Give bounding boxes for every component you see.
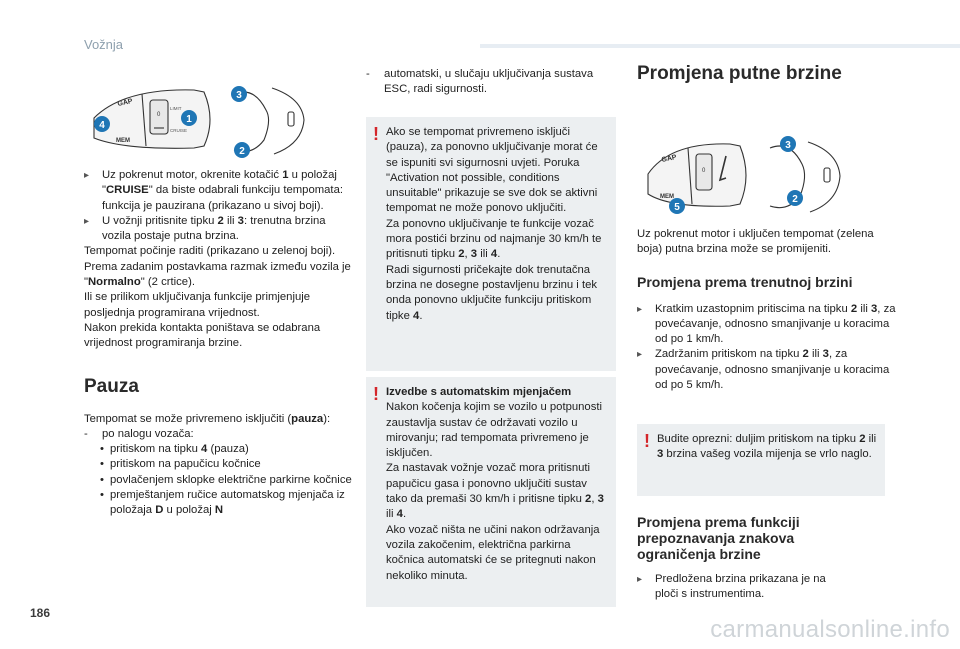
column-right-bottom (637, 514, 847, 603)
lever-illustration (84, 80, 334, 160)
callout-4 (94, 116, 110, 132)
warning-icon: ! (373, 384, 379, 404)
mem-label: MEM (116, 138, 130, 144)
dash-item: - po nalogu vozača: (84, 427, 194, 440)
svg-text:2: 2 (792, 194, 798, 205)
warning-title: Izvedbe s automatskim mjenjačem (386, 386, 572, 398)
instruction-item: ▸ Predložena brzina prikazana je na ploči s instrumentima. (637, 573, 826, 601)
cruise-lever-figure-2 (640, 132, 860, 220)
sub-item: • premještanjem ručice automatskog mjenjača iz položaja D u položaj N (100, 489, 345, 517)
callout-3 (780, 136, 796, 152)
gap-label: GAP (660, 153, 678, 164)
heading-prepoznavanje-znakova: Promjena prema funkciji prepoznavanja znakova ograničenja brzine (637, 514, 800, 562)
lever-illustration (640, 132, 860, 220)
paragraph: Nakon prekida kontakta poništava se odabrana vrijednost programiranja brzine. (84, 321, 321, 350)
page-number: 186 (30, 606, 51, 620)
arrow-bullet-icon: ▸ (84, 215, 90, 227)
callout-5 (669, 198, 685, 214)
paragraph: Tempomat se može privremeno isključiti (pauza): (84, 412, 331, 425)
instruction-item: ▸ Kratkim uzastopnim pritiscima na tipku 2 ili 3, za povećavanje, odnosno smanjivanje u koracima od po 1 km/h. (637, 302, 896, 346)
warning-box-automatic: ! Izvedbe s automatskim mjenjačem Nakon kočenja kojim se vozilo u potpunosti zaustavlja sustav će održavati vozilo u mirovanju; rad tempomata privremeno je isključen. Za nastavak vožnje vozač mora pritisnuti papučicu gasa i ponovno uključiti sustav tako da premaši 30 km/h i pritisne tipku 2, 3 ili 4. Ako vozač ništa ne učini nakon održavanja vozila zakočenim, električna parkirna kočnica automatski će se pritegnuti nakon nekoliko minuta. (366, 377, 616, 607)
callout-3 (231, 86, 247, 102)
zero-label: 0 (157, 112, 161, 118)
svg-text:5: 5 (674, 202, 680, 213)
warning-icon: ! (644, 431, 650, 451)
arrow-bullet-icon: ▸ (637, 574, 643, 585)
dash-item: - automatski, u slučaju uključivanja sustava ESC, radi sigurnosti. (366, 68, 594, 96)
arrow-bullet-icon: ▸ (637, 349, 643, 361)
svg-text:4: 4 (99, 120, 105, 131)
paragraph: Tempomat počinje raditi (prikazano u zelenoj boji). (84, 245, 336, 258)
arrow-bullet-icon: ▸ (637, 303, 643, 315)
instruction-item: ▸ U vožnji pritisnite tipku 2 ili 3: trenutna brzina vozila postaje putna brzina. (84, 214, 326, 243)
mem-label: MEM (660, 194, 674, 200)
paragraph: Prema zadanim postavkama razmak između vozila je "Normalno" (2 crtice). (84, 260, 351, 289)
warning-box-speed: ! Budite oprezni: duljim pritiskom na tipku 2 ili 3 brzina vašeg vozila mijenja se vrlo naglo. (637, 424, 885, 496)
column-right (637, 63, 899, 85)
column-middle (366, 67, 616, 98)
svg-text:1: 1 (186, 114, 192, 125)
svg-text:2: 2 (239, 146, 245, 157)
heading-pauza: Pauza (84, 375, 139, 397)
column-left (84, 168, 354, 519)
warning-icon: ! (373, 124, 379, 144)
sub-item: • pritiskom na tipku 4 (pauza) (100, 443, 249, 456)
sub-item: • pritiskom na papučicu kočnice (100, 458, 261, 471)
section-title: Vožnja (84, 37, 124, 52)
cruise-label: CRUISE (170, 128, 188, 133)
heading-promjena-putne-brzine: Promjena putne brzine (637, 63, 842, 84)
header-bar (480, 44, 960, 48)
cruise-lever-figure-1 (84, 80, 334, 160)
instruction-item: ▸ Zadržanim pritiskom na tipku 2 ili 3, za povećavanje, odnosno smanjivanje u koracima od po 5 km/h. (637, 348, 890, 392)
svg-text:3: 3 (236, 90, 242, 101)
sub-item: • povlačenjem sklopke električne parkirne kočnice (100, 473, 352, 486)
zero-label: 0 (702, 168, 706, 174)
callout-1 (181, 110, 197, 126)
warning-box-pause: ! Ako se tempomat privremeno isključi (pauza), za ponovno uključivanje morat će se ispuniti svi sigurnosni uvjeti. Poruka "Activation not possible, conditions unsuitable" prikazuje se sve dok se aktivni tempomat ne može ponovo uključiti. Za ponovno uključivanje te funkcije vozač mora postići brzinu od najmanje 30 km/h te pritisnuti tipku 2, 3 ili 4. Radi sigurnosti pričekajte dok trenutačna brzina ne dosegne postavljenu brzinu i tek onda ponovno uključite funkciju pritiskom tipke 4. (366, 117, 616, 371)
lim-label: LIMIT (170, 106, 182, 111)
arrow-bullet-icon: ▸ (84, 170, 90, 181)
gap-label: GAP (116, 97, 134, 108)
instruction-item: ▸ Uz pokrenut motor, okrenite kotačić 1 u položaj "CRUISE" da biste odabrali funkciju tempomata: funkcija je pauzirana (prikazano u sivoj boji). (84, 169, 343, 212)
column-right-body (637, 227, 899, 393)
callout-2 (787, 190, 803, 206)
heading-trenutna-brzina: Promjena prema trenutnoj brzini (637, 273, 853, 290)
watermark: carmanualsonline.info (710, 616, 950, 643)
paragraph: Uz pokrenut motor i uključen tempomat (zelena boja) putna brzina može se promijeniti. (637, 228, 874, 256)
callout-2 (234, 142, 250, 158)
paragraph: Ili se prilikom uključivanja funkcije primjenjuje posljednja programirana vrijednost. (84, 291, 311, 319)
svg-text:3: 3 (785, 140, 791, 151)
